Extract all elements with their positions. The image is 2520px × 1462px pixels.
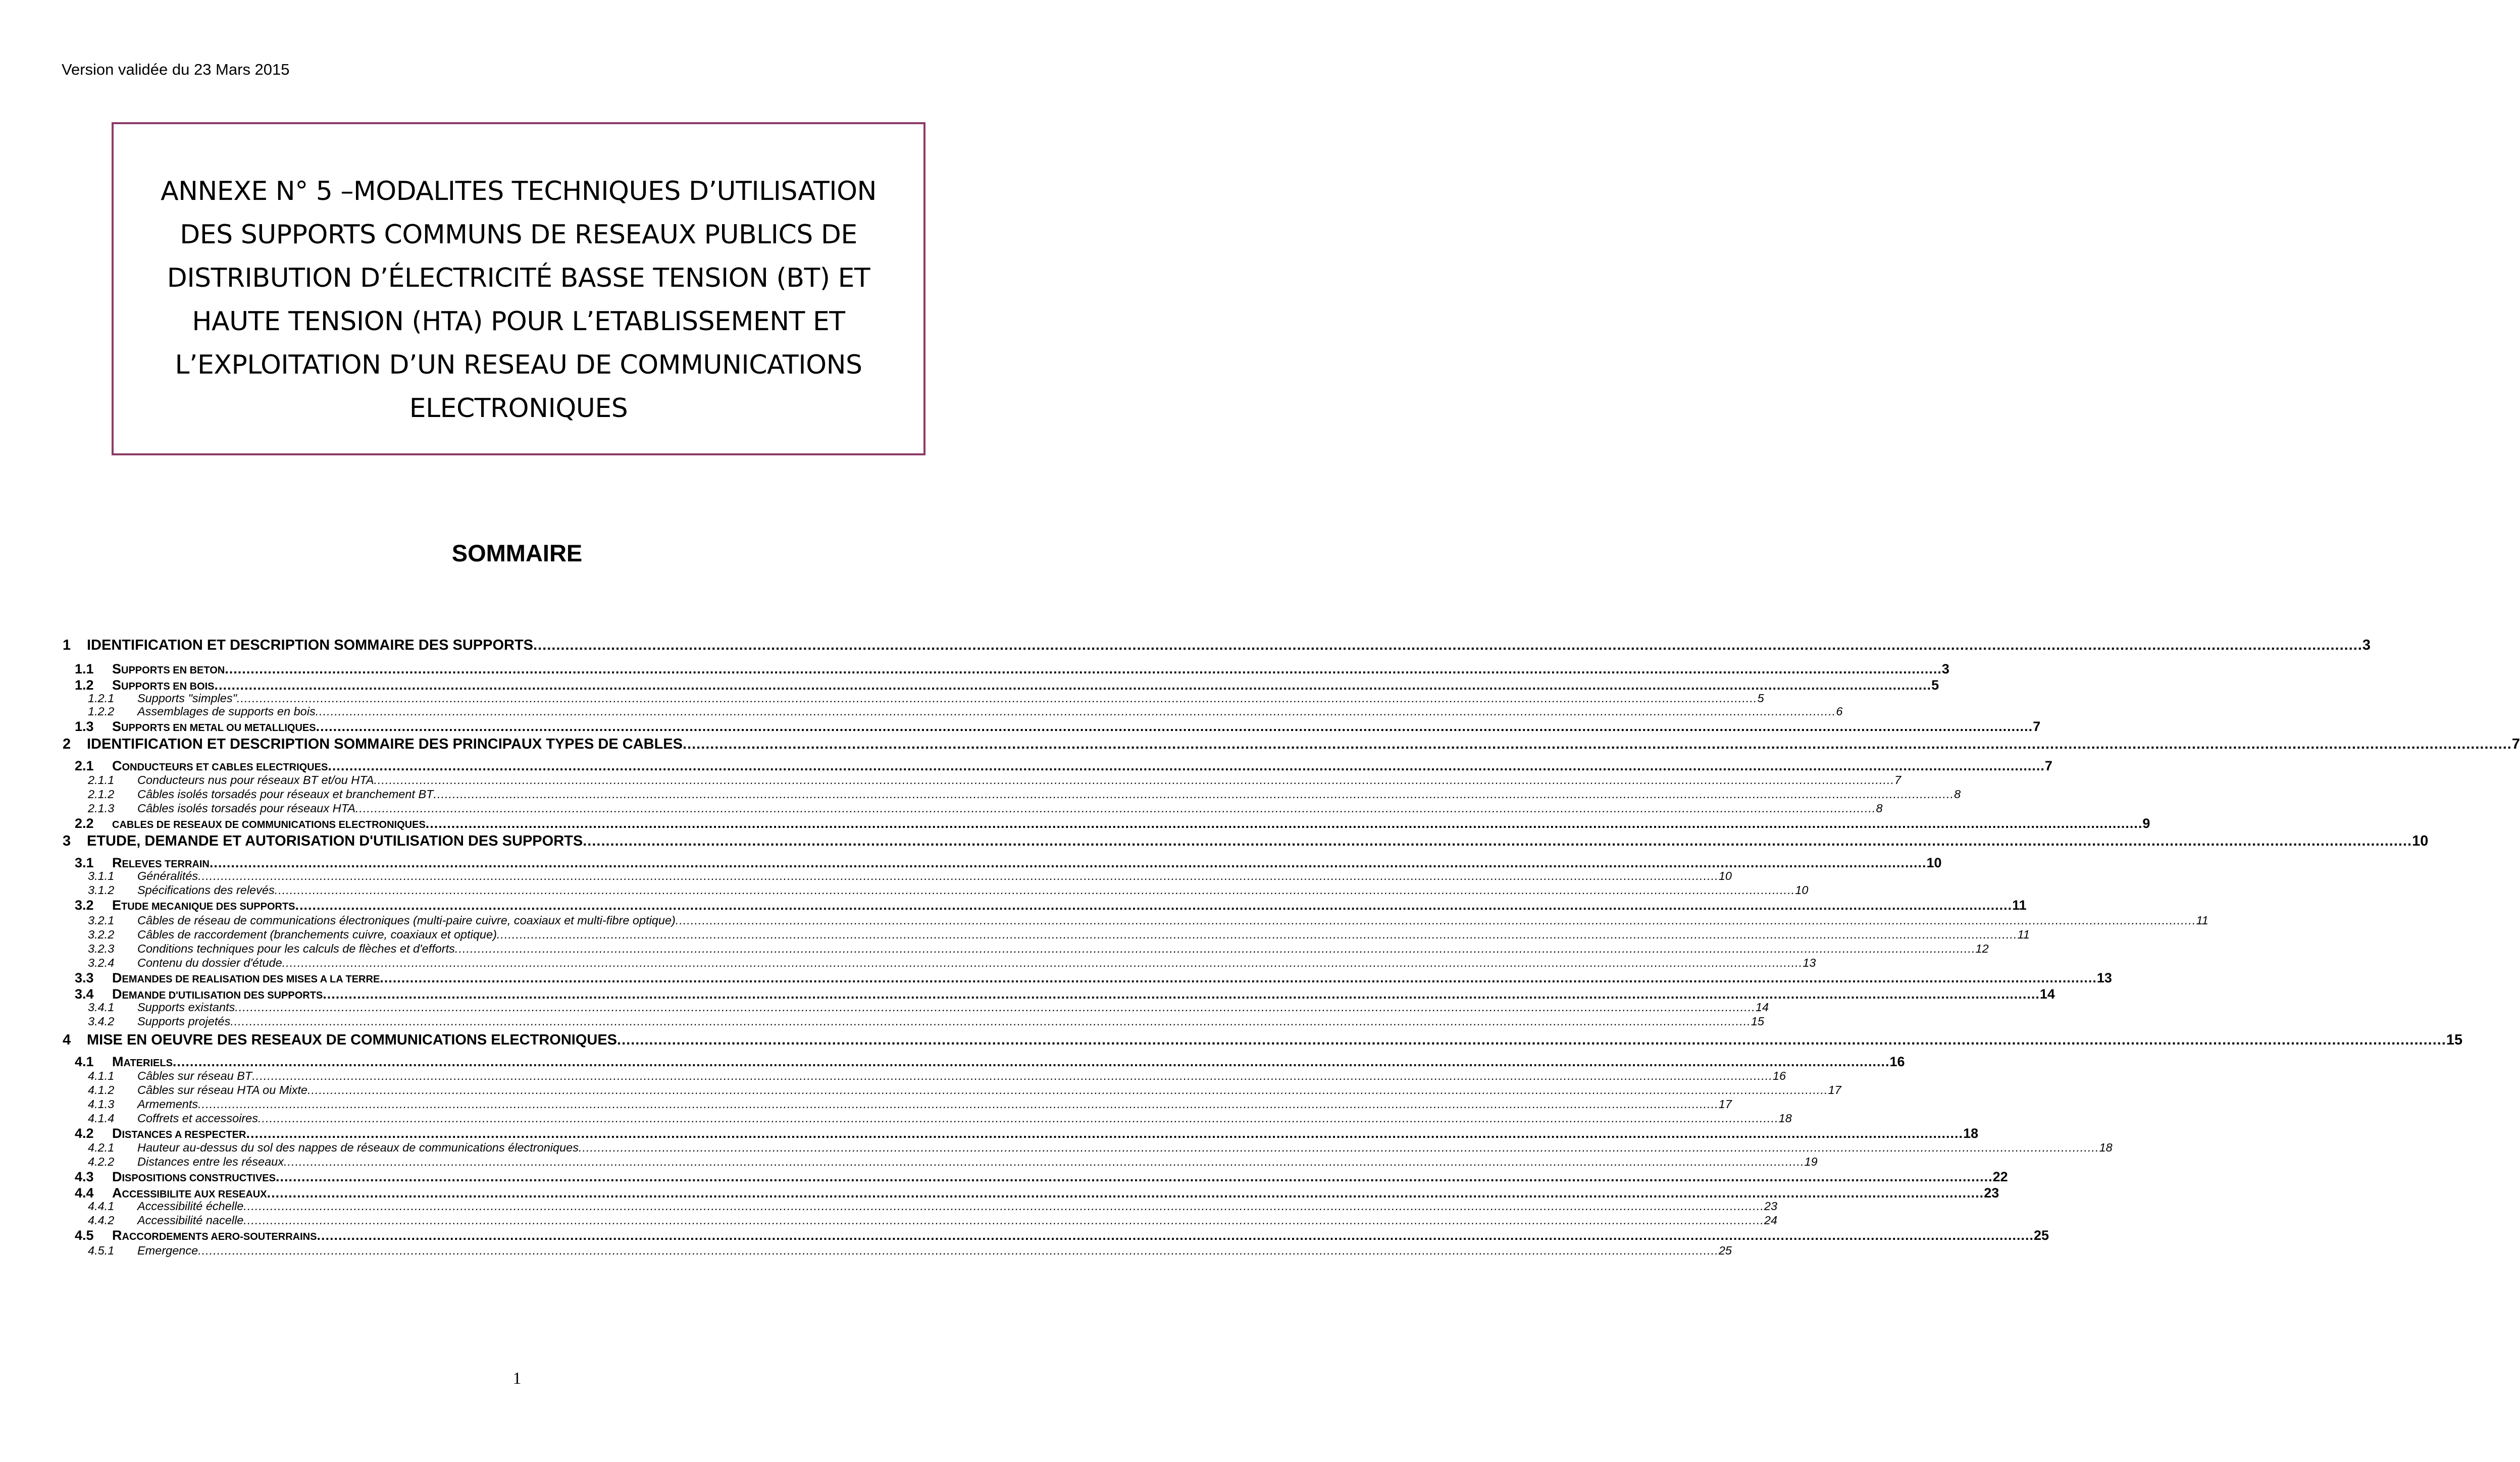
toc-entry[interactable] bbox=[63, 692, 1764, 705]
toc-entry[interactable] bbox=[63, 1015, 1764, 1028]
toc-entry-title bbox=[112, 1054, 173, 1070]
toc-entry-number: 1.3 bbox=[75, 719, 94, 734]
toc-entry-page: 18 bbox=[1963, 1126, 1979, 1141]
toc-entry-page: 15 bbox=[2446, 1032, 2463, 1048]
toc-entry[interactable] bbox=[63, 1112, 1792, 1125]
toc-entry-title-initial: D bbox=[112, 970, 122, 985]
toc-entry-number: 3 bbox=[63, 833, 71, 849]
toc-entry-title bbox=[137, 1244, 198, 1258]
toc-entry-page: 11 bbox=[2012, 898, 2027, 913]
toc-dot-leader: ................................................................................................................................................................................................................................................................................................................................................................................................................ bbox=[317, 1228, 2034, 1243]
toc-entry-page: 8 bbox=[1954, 788, 1961, 801]
toc-entry-title-text: IDENTIFICATION ET DESCRIPTION SOMMAIRE DES PRINCIPAUX TYPES DE CABLES bbox=[87, 736, 683, 752]
toc-entry-number: 3.2.3 bbox=[88, 942, 115, 955]
toc-entry-number: 3.4.2 bbox=[88, 1015, 115, 1028]
toc-entry[interactable] bbox=[63, 736, 2520, 753]
toc-entry[interactable] bbox=[63, 661, 1949, 677]
toc-entry[interactable] bbox=[63, 1126, 1979, 1141]
page-number: 1 bbox=[512, 1369, 522, 1388]
toc-entry-number: 4.4.2 bbox=[88, 1214, 115, 1227]
toc-entry-title bbox=[137, 1001, 235, 1014]
toc-dot-leader: ................................................................................................................................................................................................................................................................................................................................................................................................................ bbox=[252, 1069, 1773, 1082]
toc-entry-number: 3.2.2 bbox=[88, 928, 115, 941]
toc-entry-title-text: Supports existants bbox=[137, 1001, 235, 1014]
toc-entry-title-text: Câbles isolés torsadés pour réseaux HTA bbox=[137, 802, 355, 815]
toc-entry-title-text: Armements bbox=[137, 1098, 198, 1111]
toc-dot-leader: ................................................................................................................................................................................................................................................................................................................................................................................................................ bbox=[374, 773, 1895, 787]
title-line: ELECTRONIQUES bbox=[409, 393, 628, 424]
toc-entry-title bbox=[112, 898, 295, 913]
toc-dot-leader: ................................................................................................................................................................................................................................................................................................................................................................................................................ bbox=[275, 1169, 1993, 1184]
toc-dot-leader: ................................................................................................................................................................................................................................................................................................................................................................................................................ bbox=[198, 1244, 1719, 1257]
toc-entry-number: 4.3 bbox=[75, 1169, 94, 1184]
toc-entry-title-initial: M bbox=[112, 1054, 124, 1069]
toc-entry-title bbox=[137, 1098, 198, 1111]
toc-entry-title-text: UPPORTS EN BETON bbox=[121, 665, 225, 676]
toc-entry[interactable] bbox=[63, 855, 1942, 871]
toc-entry-title-initial: R bbox=[112, 855, 122, 870]
toc-entry-title bbox=[137, 914, 676, 927]
toc-dot-leader: ................................................................................................................................................................................................................................................................................................................................................................................................................ bbox=[243, 1199, 1764, 1213]
toc-entry-page: 16 bbox=[1772, 1069, 1786, 1082]
toc-entry-title-initial: D bbox=[112, 1126, 122, 1141]
toc-dot-leader: ................................................................................................................................................................................................................................................................................................................................................................................................................ bbox=[198, 869, 1719, 882]
toc-entry-page: 10 bbox=[2412, 833, 2429, 849]
toc-entry-title bbox=[137, 869, 198, 883]
toc-entry-number: 3.3 bbox=[75, 970, 94, 985]
toc-entry-page: 7 bbox=[1894, 773, 1901, 787]
toc-entry-title bbox=[137, 788, 434, 801]
toc-entry-title bbox=[112, 661, 225, 677]
title-box bbox=[112, 122, 925, 455]
toc-entry-number: 4.5 bbox=[75, 1228, 94, 1243]
toc-entry-number: 3.1 bbox=[75, 855, 94, 870]
toc-entry-number: 4.4.1 bbox=[88, 1199, 115, 1213]
toc-entry-page: 25 bbox=[1718, 1244, 1732, 1257]
toc-entry[interactable] bbox=[63, 773, 1901, 787]
toc-dot-leader: ................................................................................................................................................................................................................................................................................................................................................................................................................ bbox=[682, 736, 2512, 752]
toc-dot-leader: ................................................................................................................................................................................................................................................................................................................................................................................................................ bbox=[496, 928, 2018, 941]
toc-entry-number: 3.1.1 bbox=[88, 869, 115, 882]
toc-entry-title-text: Accessibilité nacelle bbox=[137, 1214, 244, 1227]
toc-entry-title bbox=[112, 986, 323, 1002]
toc-dot-leader: ................................................................................................................................................................................................................................................................................................................................................................................................................ bbox=[230, 1015, 1751, 1028]
toc-entry[interactable] bbox=[63, 1141, 2113, 1155]
toc-dot-leader: ................................................................................................................................................................................................................................................................................................................................................................................................................ bbox=[282, 956, 1803, 969]
toc-entry-number: 2.2 bbox=[75, 816, 94, 831]
toc-entry-page: 6 bbox=[1836, 705, 1843, 718]
toc-entry-title-initial: C bbox=[112, 758, 122, 773]
toc-entry-title-text: ISTANCES A RESPECTER bbox=[122, 1129, 246, 1140]
toc-entry-page: 12 bbox=[1975, 942, 1989, 955]
toc-entry-title-text: UPPORTS EN BOIS bbox=[121, 681, 215, 692]
toc-dot-leader: ................................................................................................................................................................................................................................................................................................................................................................................................................ bbox=[274, 883, 1795, 897]
toc-entry-number: 3.2 bbox=[75, 898, 94, 913]
toc-entry-number: 4.4 bbox=[75, 1185, 94, 1200]
toc-dot-leader: ................................................................................................................................................................................................................................................................................................................................................................................................................ bbox=[316, 719, 2033, 734]
toc-entry-number: 3.4 bbox=[75, 986, 94, 1002]
toc-entry-title-text: Généralités bbox=[137, 869, 198, 882]
toc-entry-title-text: ONDUCTEURS ET CABLES ELECTRIQUES bbox=[122, 762, 328, 773]
toc-entry-title bbox=[112, 1185, 267, 1201]
toc-entry-page: 5 bbox=[1931, 677, 1939, 693]
toc-entry-title-text: CABLES DE RESEAUX DE COMMUNICATIONS ELECTRONIQUES bbox=[112, 819, 426, 830]
toc-entry-title-text: Contenu du dossier d'étude bbox=[137, 956, 282, 969]
toc-entry[interactable] bbox=[63, 986, 2055, 1002]
toc-entry-page: 3 bbox=[1941, 661, 1949, 676]
toc-entry-title bbox=[112, 1228, 317, 1243]
toc-entry-title-initial: A bbox=[112, 1185, 122, 1200]
toc-entry[interactable] bbox=[63, 956, 1816, 970]
toc-entry-number: 4.1.2 bbox=[88, 1083, 115, 1096]
toc-entry-title-initial: D bbox=[112, 1169, 122, 1184]
toc-entry-title-text: Assemblages de supports en bois bbox=[137, 705, 316, 718]
toc-entry[interactable] bbox=[63, 833, 2429, 850]
toc-entry-title bbox=[112, 855, 210, 871]
toc-entry-title bbox=[137, 1083, 307, 1097]
toc-entry-page: 24 bbox=[1764, 1214, 1778, 1227]
toc-entry[interactable] bbox=[63, 928, 2030, 942]
toc-entry-title bbox=[137, 1112, 258, 1125]
toc-entry-title-text: EMANDE D'UTILISATION DES SUPPORTS bbox=[122, 990, 323, 1001]
toc-dot-leader: ................................................................................................................................................................................................................................................................................................................................................................................................................ bbox=[214, 677, 1932, 693]
toc-dot-leader: ................................................................................................................................................................................................................................................................................................................................................................................................................ bbox=[236, 692, 1758, 705]
toc-entry-title bbox=[137, 692, 237, 705]
toc-entry-page: 7 bbox=[2511, 736, 2520, 752]
toc-entry-page: 13 bbox=[1803, 956, 1816, 969]
toc-entry-title bbox=[137, 1069, 252, 1083]
toc-entry-number: 2 bbox=[63, 736, 71, 752]
toc-entry-page: 9 bbox=[2142, 816, 2150, 831]
toc-entry-title bbox=[137, 773, 374, 787]
toc-entry-page: 5 bbox=[1757, 692, 1764, 705]
toc-entry-title-text: ETUDE, DEMANDE ET AUTORISATION D'UTILISATION DES SUPPORTS bbox=[87, 833, 583, 849]
toc-entry-title-initial: S bbox=[112, 719, 122, 734]
toc-entry-number: 2.1 bbox=[75, 758, 94, 773]
toc-entry[interactable] bbox=[63, 1069, 1786, 1083]
toc-entry-page: 23 bbox=[1764, 1199, 1778, 1213]
toc-entry-title bbox=[112, 1169, 276, 1185]
toc-entry-title bbox=[137, 1199, 243, 1213]
toc-entry-page: 25 bbox=[2034, 1228, 2049, 1243]
toc-entry-number: 4.2.2 bbox=[88, 1155, 115, 1168]
toc-entry-title bbox=[137, 1155, 284, 1169]
toc-dot-leader: ................................................................................................................................................................................................................................................................................................................................................................................................................ bbox=[675, 914, 2196, 927]
toc-entry-number: 1.2.1 bbox=[88, 692, 115, 705]
toc-entry-page: 19 bbox=[1804, 1155, 1818, 1168]
toc-entry-title-text: UPPORTS EN METAL OU METALLIQUES bbox=[121, 722, 316, 734]
toc-entry-title-text: Emergence bbox=[137, 1244, 198, 1257]
toc-entry-title bbox=[112, 719, 316, 735]
toc-entry-title bbox=[137, 956, 282, 970]
toc-entry-title-text: Spécifications des relevés bbox=[137, 883, 275, 897]
toc-entry[interactable] bbox=[63, 705, 1843, 718]
title-line: HAUTE TENSION (HTA) POUR L’ETABLISSEMENT ET bbox=[192, 306, 845, 337]
toc-entry-number: 4.1.1 bbox=[88, 1069, 115, 1082]
toc-dot-leader: ................................................................................................................................................................................................................................................................................................................................................................................................................ bbox=[258, 1112, 1779, 1125]
toc-entry-title bbox=[137, 1141, 579, 1155]
toc-entry-page: 18 bbox=[2099, 1141, 2113, 1154]
title-line: DISTRIBUTION D’ÉLECTRICITÉ BASSE TENSION (BT) ET bbox=[167, 263, 870, 293]
toc-entry[interactable] bbox=[63, 758, 2052, 774]
toc-dot-leader: ................................................................................................................................................................................................................................................................................................................................................................................................................ bbox=[209, 855, 1927, 870]
toc-entry-page: 18 bbox=[1778, 1112, 1792, 1125]
toc-dot-leader: ................................................................................................................................................................................................................................................................................................................................................................................................................ bbox=[198, 1098, 1719, 1111]
toc-entry-title-text: Supports projetés bbox=[137, 1015, 231, 1028]
toc-entry[interactable] bbox=[63, 1083, 1841, 1097]
toc-entry[interactable] bbox=[63, 1054, 1905, 1070]
toc-entry-title bbox=[112, 1126, 246, 1141]
toc-entry-title bbox=[137, 705, 316, 718]
toc-entry-number: 2.1.1 bbox=[88, 773, 115, 787]
toc-dot-leader: ................................................................................................................................................................................................................................................................................................................................................................................................................ bbox=[454, 942, 1976, 955]
toc-entry[interactable] bbox=[63, 1098, 1732, 1111]
toc-entry-number: 4 bbox=[63, 1032, 71, 1048]
toc-entry[interactable] bbox=[63, 637, 2371, 654]
toc-dot-leader: ................................................................................................................................................................................................................................................................................................................................................................................................................ bbox=[533, 637, 2362, 653]
toc-entry-title bbox=[137, 1214, 243, 1227]
toc-entry-number: 1.2 bbox=[75, 677, 94, 693]
toc-entry[interactable] bbox=[63, 816, 2150, 831]
toc-entry-number: 2.1.2 bbox=[88, 788, 115, 801]
toc-entry-page: 13 bbox=[2096, 970, 2112, 985]
toc-entry-number: 3.4.1 bbox=[88, 1001, 115, 1014]
toc-entry-title bbox=[137, 1015, 230, 1028]
toc-dot-leader: ................................................................................................................................................................................................................................................................................................................................................................................................................ bbox=[243, 1214, 1764, 1227]
toc-entry-page: 11 bbox=[2196, 914, 2208, 927]
toc-entry-title bbox=[112, 816, 426, 831]
toc-entry-page: 14 bbox=[1755, 1001, 1769, 1014]
toc-entry-page: 10 bbox=[1926, 855, 1942, 870]
toc-entry[interactable] bbox=[63, 883, 1809, 897]
toc-entry-title-initial: E bbox=[112, 898, 122, 913]
toc-entry-title-text: Câbles sur réseau HTA ou Mixte bbox=[137, 1083, 307, 1096]
toc-entry-page: 17 bbox=[1718, 1098, 1732, 1111]
toc-entry-page: 10 bbox=[1718, 869, 1732, 882]
toc-entry-title-text: ATERIELS bbox=[123, 1058, 173, 1069]
toc-dot-leader: ................................................................................................................................................................................................................................................................................................................................................................................................................ bbox=[225, 661, 1942, 676]
toc-entry-page: 7 bbox=[2044, 758, 2052, 773]
toc-entry[interactable] bbox=[63, 1185, 1999, 1201]
toc-entry[interactable] bbox=[63, 1155, 1818, 1169]
toc-entry[interactable] bbox=[63, 869, 1732, 883]
toc-dot-leader: ................................................................................................................................................................................................................................................................................................................................................................................................................ bbox=[617, 1032, 2446, 1048]
toc-dot-leader: ................................................................................................................................................................................................................................................................................................................................................................................................................ bbox=[172, 1054, 1890, 1069]
toc-dot-leader: ................................................................................................................................................................................................................................................................................................................................................................................................................ bbox=[433, 788, 1955, 801]
toc-entry-title bbox=[87, 1032, 617, 1049]
toc-entry-number: 1.2.2 bbox=[88, 705, 115, 718]
toc-entry-title-text: Câbles sur réseau BT bbox=[137, 1069, 252, 1082]
toc-entry-number: 4.2 bbox=[75, 1126, 94, 1141]
toc-entry-number: 2.1.3 bbox=[88, 802, 115, 815]
toc-entry-title-text: Conditions techniques pour les calculs de flèches et d'efforts bbox=[137, 942, 455, 955]
toc-dot-leader: ................................................................................................................................................................................................................................................................................................................................................................................................................ bbox=[323, 986, 2040, 1002]
toc-entry-title bbox=[112, 758, 328, 774]
toc-entry-page: 23 bbox=[1984, 1185, 1999, 1200]
toc-entry-title-text: Accessibilité échelle bbox=[137, 1199, 244, 1213]
title-line: L’EXPLOITATION D’UN RESEAU DE COMMUNICATIONS bbox=[175, 350, 862, 380]
toc-dot-leader: ................................................................................................................................................................................................................................................................................................................................................................................................................ bbox=[295, 898, 2013, 913]
toc-entry-page: 15 bbox=[1751, 1015, 1764, 1028]
toc-entry[interactable] bbox=[63, 719, 2041, 735]
toc-entry-title bbox=[87, 736, 683, 753]
toc-dot-leader: ................................................................................................................................................................................................................................................................................................................................................................................................................ bbox=[267, 1185, 1984, 1200]
toc-entry-title-text: MISE EN OEUVRE DES RESEAUX DE COMMUNICATIONS ELECTRONIQUES bbox=[87, 1032, 618, 1048]
toc-entry-title-initial: R bbox=[112, 1228, 122, 1243]
toc-entry[interactable] bbox=[63, 1244, 1732, 1258]
toc-entry-title-text: Câbles isolés torsadés pour réseaux et branchement BT bbox=[137, 788, 434, 801]
toc-entry-number: 3.2.4 bbox=[88, 956, 115, 969]
toc-entry[interactable] bbox=[63, 1199, 1778, 1213]
toc-entry-title bbox=[87, 833, 583, 850]
toc-entry-number: 3.1.2 bbox=[88, 883, 115, 897]
toc-entry[interactable] bbox=[63, 898, 2027, 913]
toc-dot-leader: ................................................................................................................................................................................................................................................................................................................................................................................................................ bbox=[380, 970, 2097, 985]
toc-entry-title-initial: S bbox=[112, 661, 122, 676]
toc-entry-title bbox=[137, 883, 275, 897]
toc-entry-page: 7 bbox=[2033, 719, 2041, 734]
toc-entry-title-text: EMANDES DE REALISATION DES MISES A LA TERRE bbox=[122, 974, 380, 985]
toc-entry-title-text: ELEVES TERRAIN bbox=[122, 859, 210, 870]
toc-entry[interactable] bbox=[63, 914, 2208, 927]
toc-entry-page: 10 bbox=[1795, 883, 1809, 897]
toc-dot-leader: ................................................................................................................................................................................................................................................................................................................................................................................................................ bbox=[578, 1141, 2099, 1154]
toc-entry-number: 1.1 bbox=[75, 661, 94, 676]
title-line: DES SUPPORTS COMMUNS DE RESEAUX PUBLICS DE bbox=[180, 220, 857, 250]
toc-entry-page: 16 bbox=[1889, 1054, 1905, 1069]
toc-entry-title bbox=[137, 942, 455, 956]
toc-entry[interactable] bbox=[63, 1032, 2463, 1049]
toc-dot-leader: ................................................................................................................................................................................................................................................................................................................................................................................................................ bbox=[425, 816, 2143, 831]
toc-entry[interactable] bbox=[63, 1228, 2049, 1243]
toc-entry-number: 4.2.1 bbox=[88, 1141, 115, 1154]
toc-entry-title-text: Hauteur au-dessus du sol des nappes de réseaux de communications électroniques bbox=[137, 1141, 579, 1154]
toc-dot-leader: ................................................................................................................................................................................................................................................................................................................................................................................................................ bbox=[283, 1155, 1805, 1168]
toc-entry-title bbox=[87, 637, 533, 654]
toc-entry-title-text: ACCORDEMENTS AERO-SOUTERRAINS bbox=[122, 1231, 317, 1242]
toc-entry-number: 4.5.1 bbox=[88, 1244, 115, 1257]
toc-entry-title-text: CCESSIBILITE AUX RESEAUX bbox=[122, 1189, 267, 1200]
toc-entry[interactable] bbox=[63, 970, 2112, 986]
sommaire-heading: SOMMAIRE bbox=[451, 540, 583, 566]
toc-entry-title-text: Conducteurs nus pour réseaux BT et/ou HTA bbox=[137, 773, 374, 787]
toc-entry-number: 1 bbox=[63, 637, 71, 653]
document-title bbox=[114, 170, 923, 430]
toc-entry[interactable] bbox=[63, 788, 1961, 801]
toc-entry[interactable] bbox=[63, 1001, 1769, 1014]
toc-entry-title-text: Câbles de réseau de communications électroniques (multi-paire cuivre, coaxiaux et multi-fibre optique) bbox=[137, 914, 676, 927]
toc-dot-leader: ................................................................................................................................................................................................................................................................................................................................................................................................................ bbox=[328, 758, 2045, 773]
toc-entry-number: 4.1.3 bbox=[88, 1098, 115, 1111]
toc-entry[interactable] bbox=[63, 677, 1939, 693]
toc-entry-number: 4.1 bbox=[75, 1054, 94, 1069]
toc-entry-page: 3 bbox=[2362, 637, 2371, 653]
toc-entry-title-text: Coffrets et accessoires bbox=[137, 1112, 259, 1125]
toc-entry-title bbox=[137, 928, 497, 942]
toc-entry-page: 17 bbox=[1828, 1083, 1841, 1096]
toc-entry-page: 22 bbox=[1992, 1169, 2008, 1184]
toc-entry-title-text: Câbles de raccordement (branchements cuivre, coaxiaux et optique) bbox=[137, 928, 497, 941]
toc-entry-title-initial: D bbox=[112, 986, 122, 1002]
toc-entry-page: 8 bbox=[1876, 802, 1883, 815]
toc-dot-leader: ................................................................................................................................................................................................................................................................................................................................................................................................................ bbox=[583, 833, 2412, 849]
toc-entry-title-text: TUDE MECANIQUE DES SUPPORTS bbox=[121, 901, 295, 912]
toc-entry[interactable] bbox=[63, 1214, 1778, 1227]
toc-entry-page: 11 bbox=[2017, 928, 2030, 941]
toc-dot-leader: ................................................................................................................................................................................................................................................................................................................................................................................................................ bbox=[307, 1083, 1828, 1096]
toc-entry-title bbox=[137, 802, 355, 815]
toc-entry-title-text: Supports "simples" bbox=[137, 692, 237, 705]
toc-entry[interactable] bbox=[63, 942, 1989, 956]
toc-entry-title bbox=[112, 970, 380, 986]
toc-dot-leader: ................................................................................................................................................................................................................................................................................................................................................................................................................ bbox=[315, 705, 1836, 718]
toc-entry-title bbox=[112, 677, 215, 693]
toc-entry-number: 4.1.4 bbox=[88, 1112, 115, 1125]
toc-entry[interactable] bbox=[63, 802, 1883, 815]
toc-entry-title-text: IDENTIFICATION ET DESCRIPTION SOMMAIRE DES SUPPORTS bbox=[87, 637, 534, 653]
toc-dot-leader: ................................................................................................................................................................................................................................................................................................................................................................................................................ bbox=[355, 802, 1876, 815]
title-line: ANNEXE N° 5 –MODALITES TECHNIQUES D’UTILISATION bbox=[161, 176, 877, 206]
toc-entry-title-text: Distances entre les réseaux bbox=[137, 1155, 284, 1168]
toc-dot-leader: ................................................................................................................................................................................................................................................................................................................................................................................................................ bbox=[235, 1001, 1756, 1014]
toc-dot-leader: ................................................................................................................................................................................................................................................................................................................................................................................................................ bbox=[246, 1126, 1964, 1141]
toc-entry-title-text: ISPOSITIONS CONSTRUCTIVES bbox=[122, 1173, 276, 1184]
toc-entry-title-initial: S bbox=[112, 677, 122, 693]
version-label: Version validée du 23 Mars 2015 bbox=[62, 61, 290, 78]
toc-entry-number: 3.2.1 bbox=[88, 914, 115, 927]
toc-entry[interactable] bbox=[63, 1169, 2008, 1185]
toc-entry-page: 14 bbox=[2039, 986, 2055, 1002]
